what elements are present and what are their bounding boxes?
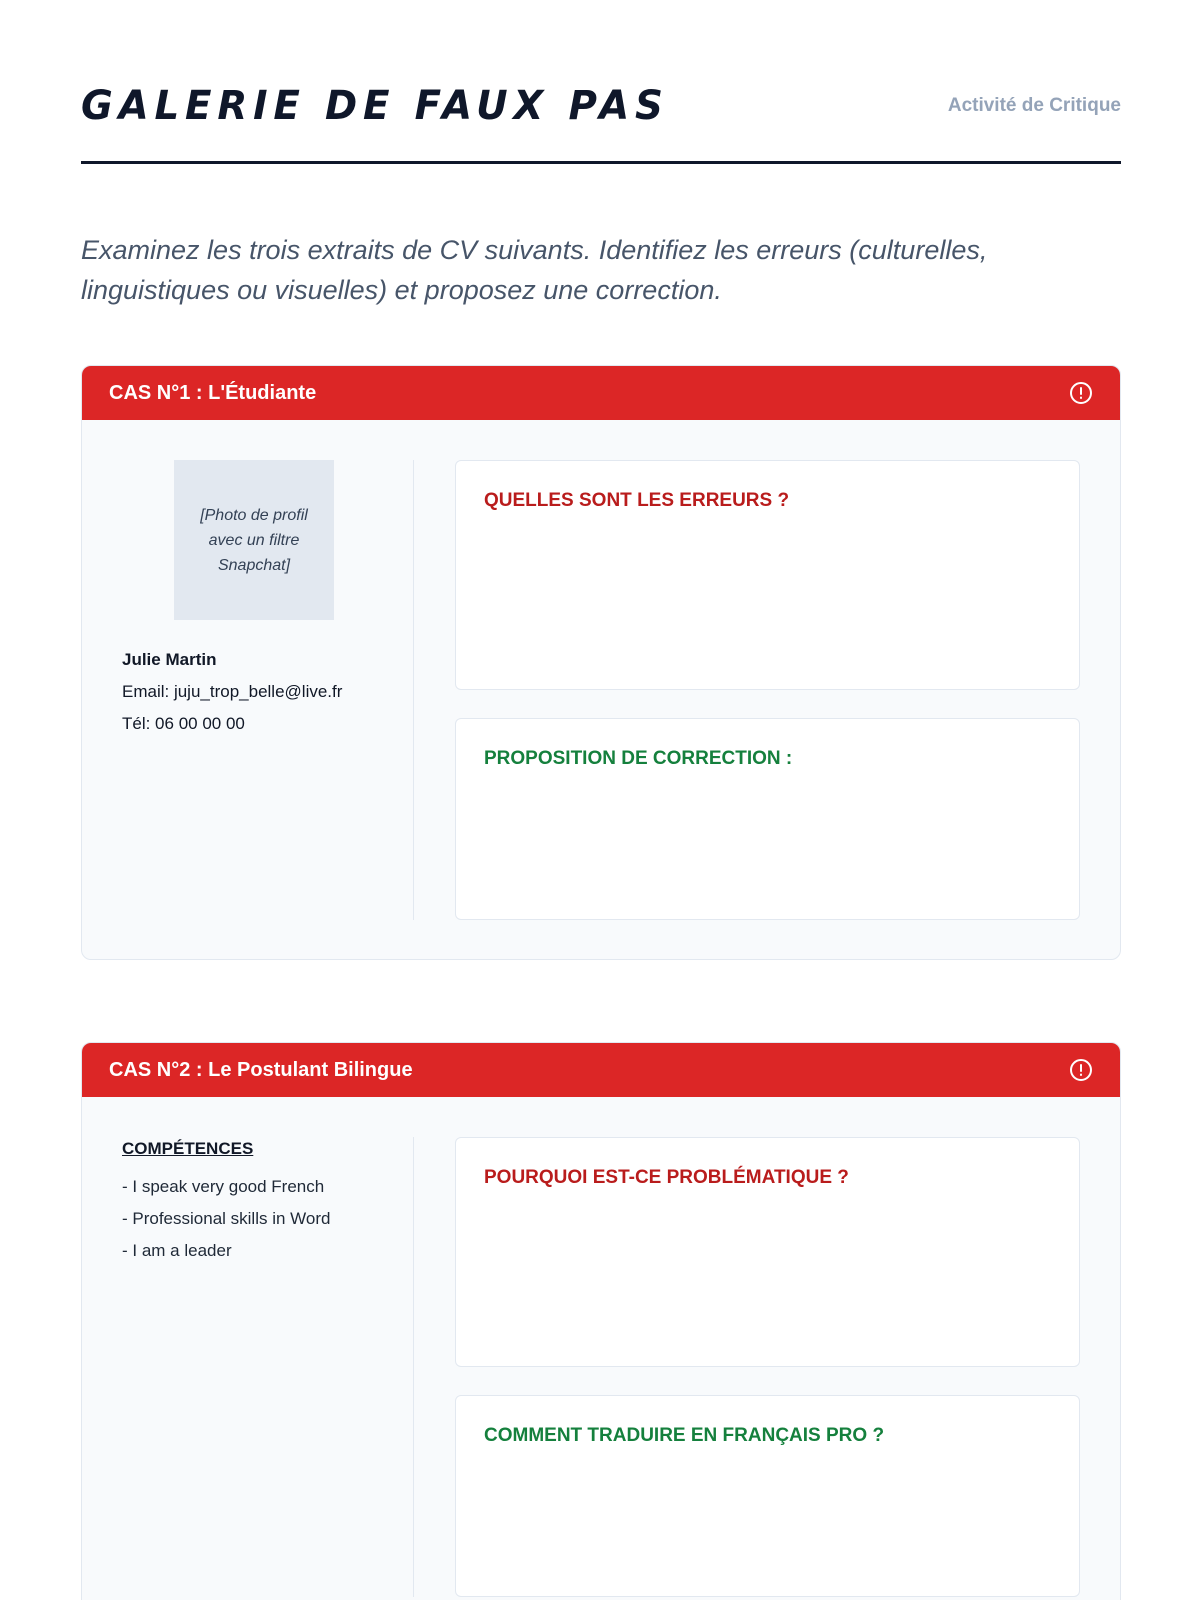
column-divider bbox=[413, 460, 414, 920]
translation-question: COMMENT TRADUIRE EN FRANÇAIS PRO ? bbox=[484, 1425, 885, 1446]
correction-answer-box[interactable] bbox=[455, 718, 1080, 920]
case-title: CAS N°2 : Le Postulant Bilingue bbox=[109, 1059, 413, 1081]
alert-circle-icon bbox=[1069, 381, 1093, 405]
errors-answer-box[interactable] bbox=[455, 460, 1080, 690]
case-card-2 bbox=[81, 1042, 1121, 1600]
correction-question: PROPOSITION DE CORRECTION : bbox=[484, 748, 793, 769]
case-header bbox=[82, 366, 1120, 420]
page-header bbox=[81, 84, 1121, 164]
skill-item: - I am a leader bbox=[122, 1241, 232, 1260]
skills-heading: COMPÉTENCES bbox=[122, 1139, 254, 1158]
page-title: GALERIE DE FAUX PAS bbox=[81, 83, 669, 129]
page-subtitle: Activité de Critique bbox=[947, 95, 1121, 116]
problem-question: POURQUOI EST-CE PROBLÉMATIQUE ? bbox=[484, 1167, 849, 1188]
case-card-1 bbox=[81, 365, 1121, 960]
cv-phone: Tél: 06 00 00 00 bbox=[122, 714, 245, 733]
alert-circle-icon bbox=[1069, 1058, 1093, 1082]
problem-answer-box[interactable] bbox=[455, 1137, 1080, 1367]
profile-photo-placeholder: [Photo de profil avec un filtre Snapchat] bbox=[174, 460, 334, 620]
cv-name: Julie Martin bbox=[122, 650, 217, 669]
instructions-text: Examinez les trois extraits de CV suivants. Identifiez les erreurs (culturelles, linguistiques ou visuelles) et proposez une correction. bbox=[81, 235, 988, 305]
skill-item: - I speak very good French bbox=[122, 1177, 325, 1196]
errors-question: QUELLES SONT LES ERREURS ? bbox=[484, 490, 790, 511]
case-title: CAS N°1 : L'Étudiante bbox=[109, 382, 317, 404]
cv-email: Email: juju_trop_belle@live.fr bbox=[122, 682, 343, 701]
translation-answer-box[interactable] bbox=[455, 1395, 1080, 1597]
column-divider bbox=[413, 1137, 414, 1597]
case-header bbox=[82, 1043, 1120, 1097]
skill-item: - Professional skills in Word bbox=[122, 1209, 331, 1228]
